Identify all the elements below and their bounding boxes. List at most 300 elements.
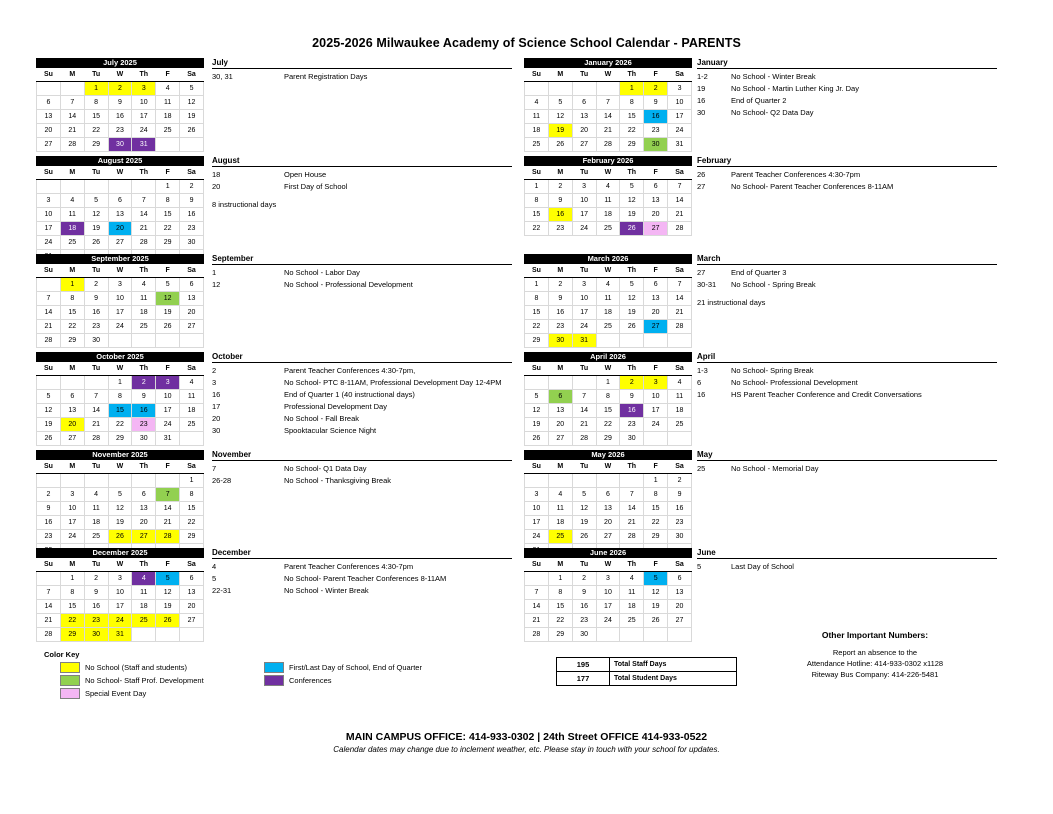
calendar-day-cell: 11 <box>596 194 620 208</box>
calendar-day-cell: 21 <box>37 614 61 628</box>
calendar-day-cell: 29 <box>644 530 668 544</box>
calendar-day-cell: 8 <box>620 96 644 110</box>
events-block <box>212 352 512 438</box>
weekday-header: F <box>644 68 668 82</box>
calendar-cell-empty <box>156 334 180 348</box>
event-description: No School- Professional Development <box>731 378 858 387</box>
calendar-day-cell: 8 <box>60 586 84 600</box>
month-calendar <box>36 58 204 152</box>
calendar-day-cell: 27 <box>572 138 596 152</box>
weekday-header: Th <box>132 362 156 376</box>
weekday-header: W <box>596 558 620 572</box>
calendar-day-cell: 11 <box>156 96 180 110</box>
calendar-day-cell: 1 <box>525 180 549 194</box>
calendar-day-cell: 23 <box>132 418 156 432</box>
weekday-header: F <box>644 558 668 572</box>
calendar-day-cell: 25 <box>525 138 549 152</box>
event-date: 22-31 <box>212 586 232 595</box>
weekday-header: F <box>156 264 180 278</box>
totals-label: Total Staff Days <box>610 658 737 672</box>
event-row <box>697 84 997 95</box>
calendar-day-cell: 18 <box>156 110 180 124</box>
calendar-day-cell: 27 <box>644 222 668 236</box>
calendar-day-cell: 29 <box>84 138 108 152</box>
calendar-day-cell: 9 <box>548 194 572 208</box>
calendar-cell-empty <box>180 334 204 348</box>
event-row <box>212 562 512 573</box>
calendar-day-cell: 19 <box>548 124 572 138</box>
calendar-day-cell: 21 <box>620 516 644 530</box>
calendar-day-cell: 16 <box>548 208 572 222</box>
calendar-day-cell: 22 <box>620 124 644 138</box>
totals-table <box>556 657 737 686</box>
calendar-day-cell: 7 <box>668 278 692 292</box>
calendar-day-cell: 22 <box>108 418 132 432</box>
calendar-day-cell: 21 <box>596 124 620 138</box>
footer <box>0 731 1053 754</box>
calendar-day-cell: 21 <box>60 124 84 138</box>
calendar-day-cell: 21 <box>668 306 692 320</box>
month-title: December 2025 <box>36 548 204 558</box>
calendar-day-cell: 4 <box>620 572 644 586</box>
weekday-header: M <box>60 166 84 180</box>
calendar-day-cell: 22 <box>60 320 84 334</box>
events-month-heading: January <box>697 58 997 69</box>
calendar-day-cell: 10 <box>156 390 180 404</box>
calendar-day-cell: 20 <box>180 600 204 614</box>
calendar-cell-empty <box>37 82 61 96</box>
calendar-day-cell: 15 <box>525 306 549 320</box>
calendar-cell-empty <box>37 572 61 586</box>
month-calendar <box>36 156 204 264</box>
calendar-day-cell: 30 <box>180 236 204 250</box>
calendar-day-cell: 18 <box>60 222 84 236</box>
calendar-day-cell: 9 <box>180 194 204 208</box>
calendar-day-cell: 4 <box>525 96 549 110</box>
calendar-day-cell: 20 <box>60 418 84 432</box>
event-description: No School- Parent Teacher Conferences 8-11AM <box>284 574 447 583</box>
color-key-label: First/Last Day of School, End of Quarter <box>289 663 422 672</box>
event-date: 12 <box>212 280 221 289</box>
events-block <box>212 58 512 84</box>
calendar-day-cell: 26 <box>644 614 668 628</box>
calendar-day-cell: 31 <box>108 628 132 642</box>
calendar-day-cell: 13 <box>644 292 668 306</box>
calendar-day-cell: 9 <box>572 586 596 600</box>
calendar-day-cell: 16 <box>668 502 692 516</box>
calendar-day-cell: 13 <box>108 208 132 222</box>
weekday-header: M <box>60 460 84 474</box>
weekday-header: Th <box>620 460 644 474</box>
calendar-day-cell: 30 <box>620 432 644 446</box>
event-description: Parent Teacher Conferences 4:30-7pm, <box>284 366 416 375</box>
calendar-day-cell: 17 <box>668 110 692 124</box>
calendar-day-cell: 23 <box>620 418 644 432</box>
calendar-day-cell: 28 <box>37 334 61 348</box>
calendar-day-cell: 29 <box>60 628 84 642</box>
weekday-header: F <box>644 460 668 474</box>
calendar-day-cell: 5 <box>548 96 572 110</box>
weekday-header: W <box>596 460 620 474</box>
weekday-header: Tu <box>572 362 596 376</box>
event-row <box>212 390 512 401</box>
calendar-cell-empty <box>620 628 644 642</box>
calendar-day-cell: 28 <box>525 628 549 642</box>
calendar-day-cell: 2 <box>180 180 204 194</box>
calendar-day-cell: 4 <box>156 82 180 96</box>
calendar-day-cell: 11 <box>620 586 644 600</box>
calendar-day-cell: 29 <box>60 334 84 348</box>
calendar-day-cell: 14 <box>668 194 692 208</box>
calendar-day-cell: 4 <box>84 488 108 502</box>
calendar-day-cell: 5 <box>180 82 204 96</box>
weekday-header: Tu <box>572 558 596 572</box>
weekday-header: Tu <box>84 166 108 180</box>
calendar-day-cell: 9 <box>620 390 644 404</box>
calendar-day-cell: 31 <box>668 138 692 152</box>
weekday-header: M <box>548 68 572 82</box>
calendar-day-cell: 7 <box>596 96 620 110</box>
calendar-day-cell: 12 <box>572 502 596 516</box>
calendar-day-cell: 3 <box>132 82 156 96</box>
calendar-day-cell: 15 <box>84 110 108 124</box>
calendar-day-cell: 3 <box>572 278 596 292</box>
calendar-day-cell: 7 <box>572 390 596 404</box>
calendar-day-cell: 16 <box>620 404 644 418</box>
weekday-header: Su <box>37 68 61 82</box>
calendar-cell-empty <box>60 82 84 96</box>
calendar-day-cell: 6 <box>37 96 61 110</box>
calendar-day-cell: 16 <box>108 110 132 124</box>
events-month-heading: December <box>212 548 512 559</box>
calendar-day-cell: 25 <box>668 418 692 432</box>
weekday-header: Sa <box>668 166 692 180</box>
calendar-day-cell: 26 <box>84 236 108 250</box>
calendar-day-cell: 18 <box>132 306 156 320</box>
calendar-day-cell: 7 <box>156 488 180 502</box>
weekday-header: M <box>548 460 572 474</box>
events-block <box>697 548 997 574</box>
event-date: 19 <box>697 84 706 93</box>
calendar-cell-empty <box>60 474 84 488</box>
calendar-day-cell: 8 <box>84 96 108 110</box>
weekday-header: Su <box>525 166 549 180</box>
calendar-cell-empty <box>525 376 549 390</box>
calendar-day-cell: 2 <box>668 474 692 488</box>
event-description: No School - Professional Development <box>284 280 413 289</box>
calendar-day-cell: 7 <box>132 194 156 208</box>
calendar-day-cell: 23 <box>644 124 668 138</box>
calendar-day-cell: 28 <box>620 530 644 544</box>
event-row <box>212 170 512 181</box>
weekday-header: W <box>108 68 132 82</box>
events-month-heading: November <box>212 450 512 461</box>
weekday-header: W <box>108 264 132 278</box>
calendar-day-cell: 28 <box>572 432 596 446</box>
weekday-header: Su <box>37 362 61 376</box>
calendar-cell-empty <box>180 432 204 446</box>
event-row <box>697 182 997 193</box>
calendar-day-cell: 24 <box>644 418 668 432</box>
calendar-day-cell: 2 <box>84 278 108 292</box>
event-date: 16 <box>212 390 221 399</box>
calendar-day-cell: 19 <box>572 516 596 530</box>
calendar-day-cell: 26 <box>156 320 180 334</box>
event-description: End of Quarter 1 (40 instructional days) <box>284 390 415 399</box>
calendar-day-cell: 3 <box>644 376 668 390</box>
event-description: Open House <box>284 170 327 179</box>
event-row <box>697 170 997 181</box>
calendar-day-cell: 23 <box>668 516 692 530</box>
calendar-cell-empty <box>644 334 668 348</box>
event-date: 30 <box>697 108 706 117</box>
weekday-header: M <box>60 362 84 376</box>
event-date: 20 <box>212 414 221 423</box>
event-description: First Day of School <box>284 182 348 191</box>
event-row <box>697 464 997 475</box>
calendar-day-cell: 5 <box>108 488 132 502</box>
weekday-header: Th <box>620 68 644 82</box>
event-date: 17 <box>212 402 221 411</box>
event-date: 26-28 <box>212 476 232 485</box>
calendar-day-cell: 12 <box>37 404 61 418</box>
calendar-day-cell: 15 <box>180 502 204 516</box>
calendar-day-cell: 27 <box>37 138 61 152</box>
calendar-cell-empty <box>108 334 132 348</box>
weekday-header: W <box>108 166 132 180</box>
weekday-header: M <box>60 264 84 278</box>
events-block <box>697 352 997 402</box>
calendar-day-cell: 15 <box>156 208 180 222</box>
weekday-header: F <box>156 558 180 572</box>
calendar-day-cell: 25 <box>548 530 572 544</box>
color-swatch <box>264 662 284 673</box>
calendar-cell-empty <box>37 376 61 390</box>
calendar-day-cell: 5 <box>525 390 549 404</box>
calendar-day-cell: 22 <box>525 222 549 236</box>
calendar-day-cell: 24 <box>60 530 84 544</box>
weekday-header: Sa <box>180 558 204 572</box>
calendar-day-cell: 20 <box>572 124 596 138</box>
event-description: End of Quarter 3 <box>731 268 787 277</box>
event-row <box>697 366 997 377</box>
calendar-day-cell: 5 <box>620 278 644 292</box>
calendar-day-cell: 10 <box>596 586 620 600</box>
color-key-label: Special Event Day <box>85 689 147 698</box>
event-description: No School- Q1 Data Day <box>284 464 367 473</box>
calendar-day-cell: 24 <box>572 222 596 236</box>
month-calendar <box>524 548 692 642</box>
month-title: May 2026 <box>524 450 692 460</box>
calendar-day-cell: 23 <box>548 320 572 334</box>
calendar-day-cell: 14 <box>596 110 620 124</box>
event-date: 5 <box>697 562 702 571</box>
calendar-day-cell: 28 <box>84 432 108 446</box>
calendar-day-cell: 22 <box>180 516 204 530</box>
calendar-day-cell: 16 <box>84 306 108 320</box>
calendar-day-cell: 20 <box>132 516 156 530</box>
event-description: No School - Martin Luther King Jr. Day <box>731 84 859 93</box>
weekday-header: Tu <box>84 558 108 572</box>
calendar-day-cell: 16 <box>37 516 61 530</box>
calendar-cell-empty <box>596 334 620 348</box>
calendar-day-cell: 24 <box>156 418 180 432</box>
calendar-day-cell: 14 <box>620 502 644 516</box>
weekday-header: F <box>156 362 180 376</box>
calendar-day-cell: 29 <box>620 138 644 152</box>
calendar-cell-empty <box>620 334 644 348</box>
calendar-day-cell: 21 <box>525 614 549 628</box>
calendar-day-cell: 15 <box>108 404 132 418</box>
calendar-day-cell: 15 <box>60 306 84 320</box>
calendar-day-cell: 28 <box>156 530 180 544</box>
calendar-day-cell: 16 <box>644 110 668 124</box>
calendar-day-cell: 2 <box>132 376 156 390</box>
calendar-day-cell: 16 <box>572 600 596 614</box>
event-date: 30, 31 <box>212 72 233 81</box>
calendar-day-cell: 13 <box>644 194 668 208</box>
weekday-header: Tu <box>572 460 596 474</box>
color-key-label: No School (Staff and students) <box>85 663 188 672</box>
calendar-day-cell: 17 <box>108 600 132 614</box>
calendar-day-cell: 2 <box>108 82 132 96</box>
event-description: Spooktacular Science Night <box>284 426 377 435</box>
calendar-day-cell: 22 <box>596 418 620 432</box>
event-date: 30 <box>212 426 221 435</box>
weekday-header: Th <box>132 68 156 82</box>
calendar-cell-empty <box>180 138 204 152</box>
calendar-cell-empty <box>668 628 692 642</box>
calendar-day-cell: 28 <box>132 236 156 250</box>
calendar-day-cell: 14 <box>668 292 692 306</box>
event-row <box>212 414 512 425</box>
totals-value: 177 <box>557 672 610 686</box>
event-description: No School - Thanksgiving Break <box>284 476 391 485</box>
calendar-day-cell: 7 <box>620 488 644 502</box>
calendar-day-cell: 6 <box>180 572 204 586</box>
calendar-day-cell: 12 <box>548 110 572 124</box>
event-date: 20 <box>212 182 221 191</box>
event-date: 25 <box>697 464 706 473</box>
weekday-header: W <box>596 264 620 278</box>
event-description: Parent Teacher Conferences 4:30-7pm <box>284 562 414 571</box>
weekday-header: Th <box>620 166 644 180</box>
other-numbers-line: Report an absence to the <box>832 648 918 657</box>
weekday-header: Th <box>132 460 156 474</box>
weekday-header: Tu <box>84 362 108 376</box>
event-date: 6 <box>697 378 702 387</box>
instructional-days-note: 8 instructional days <box>212 199 277 209</box>
event-description: Professional Development Day <box>284 402 387 411</box>
event-date: 30-31 <box>697 280 717 289</box>
event-description: Parent Teacher Conferences 4:30-7pm <box>731 170 861 179</box>
calendar-day-cell: 11 <box>132 292 156 306</box>
event-description: No School - Memorial Day <box>731 464 819 473</box>
calendar-day-cell: 27 <box>60 432 84 446</box>
calendar-day-cell: 17 <box>572 208 596 222</box>
calendar-day-cell: 19 <box>180 110 204 124</box>
calendar-day-cell: 13 <box>132 502 156 516</box>
calendar-cell-empty <box>644 628 668 642</box>
month-title: July 2025 <box>36 58 204 68</box>
month-title: November 2025 <box>36 450 204 460</box>
calendar-day-cell: 15 <box>644 502 668 516</box>
calendar-cell-empty <box>596 628 620 642</box>
calendar-day-cell: 11 <box>548 502 572 516</box>
calendar-day-cell: 2 <box>548 180 572 194</box>
calendar-day-cell: 9 <box>37 502 61 516</box>
calendar-day-cell: 6 <box>596 488 620 502</box>
calendar-day-cell: 13 <box>37 110 61 124</box>
calendar-day-cell: 22 <box>548 614 572 628</box>
calendar-day-cell: 28 <box>668 320 692 334</box>
calendar-cell-empty <box>525 82 549 96</box>
calendar-cell-empty <box>596 82 620 96</box>
calendar-day-cell: 30 <box>668 530 692 544</box>
calendar-day-cell: 22 <box>525 320 549 334</box>
calendar-day-cell: 9 <box>84 292 108 306</box>
calendar-day-cell: 19 <box>37 418 61 432</box>
event-row <box>697 390 997 401</box>
calendar-cell-empty <box>620 474 644 488</box>
color-key-item <box>60 688 146 699</box>
calendar-day-cell: 12 <box>525 404 549 418</box>
weekday-header: F <box>156 166 180 180</box>
color-swatch <box>60 688 80 699</box>
calendar-day-cell: 8 <box>525 194 549 208</box>
weekday-header: Tu <box>572 264 596 278</box>
event-row <box>212 182 512 193</box>
calendar-day-cell: 11 <box>84 502 108 516</box>
calendar-day-cell: 24 <box>668 124 692 138</box>
calendar-day-cell: 26 <box>156 614 180 628</box>
month-calendar <box>36 450 204 558</box>
event-description: Last Day of School <box>731 562 794 571</box>
calendar-day-cell: 13 <box>60 404 84 418</box>
calendar-day-cell: 10 <box>108 292 132 306</box>
calendar-cell-empty <box>37 474 61 488</box>
calendar-day-cell: 1 <box>60 572 84 586</box>
color-key-item <box>264 675 332 686</box>
calendar-day-cell: 3 <box>525 488 549 502</box>
calendar-day-cell: 1 <box>596 376 620 390</box>
calendar-day-cell: 3 <box>596 572 620 586</box>
calendar-day-cell: 2 <box>84 572 108 586</box>
calendar-day-cell: 23 <box>572 614 596 628</box>
calendar-day-cell: 19 <box>156 600 180 614</box>
calendar-day-cell: 28 <box>668 222 692 236</box>
event-row <box>212 378 512 389</box>
event-description: Parent Registration Days <box>284 72 368 81</box>
weekday-header: Th <box>132 264 156 278</box>
calendar-day-cell: 26 <box>37 432 61 446</box>
calendar-day-cell: 11 <box>596 292 620 306</box>
calendar-day-cell: 3 <box>60 488 84 502</box>
weekday-header: Su <box>37 166 61 180</box>
weekday-header: F <box>644 362 668 376</box>
events-month-heading: October <box>212 352 512 363</box>
weekday-header: Tu <box>84 460 108 474</box>
month-title: February 2026 <box>524 156 692 166</box>
events-block <box>212 548 512 598</box>
events-month-heading: April <box>697 352 997 363</box>
calendar-day-cell: 23 <box>180 222 204 236</box>
calendar-day-cell: 14 <box>572 404 596 418</box>
calendar-day-cell: 29 <box>180 530 204 544</box>
calendar-day-cell: 6 <box>548 390 572 404</box>
color-swatch <box>60 675 80 686</box>
calendar-day-cell: 9 <box>108 96 132 110</box>
